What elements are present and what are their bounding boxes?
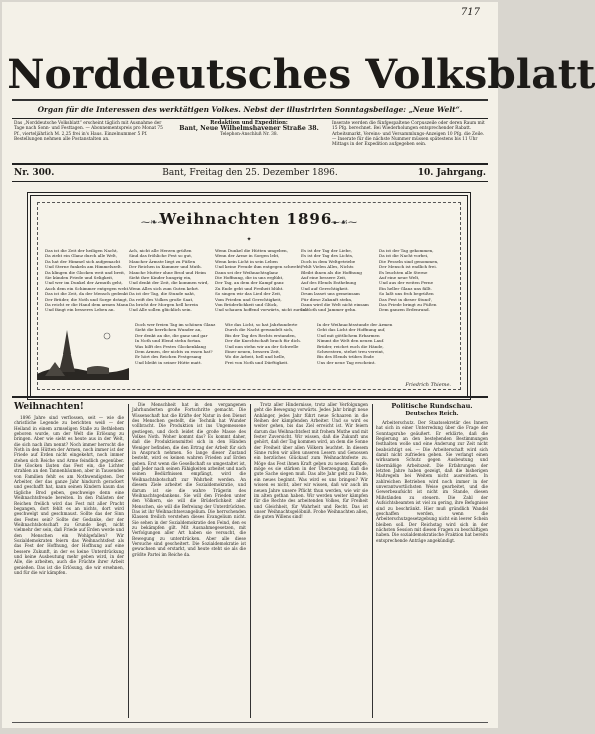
article-column-2 <box>132 402 246 720</box>
masthead-underline <box>12 99 488 101</box>
issue-number: Nr. 300. <box>14 168 55 178</box>
winter-landscape-illustration <box>37 324 129 380</box>
dateline <box>14 167 486 179</box>
poem-column-2: Ach, nicht alle Herzen grüßen Sind das fröhliche Fest so gut, Mancher Ärmste liegt zu Füßen Der Reichen in Kummer und Muth. Manche Mutter ohne Brod und Heim Sieht ihre Kinder hungrig ein, Und denkt der Zeit, die kommen wird, Wenn Alles sich zum Guten kehrt. Da ist der Tag, die Stunde naht, Da reift des Volkes große Saat, Da bricht der Morgen hell herein Und Alle sollen glücklich sein. <box>129 248 209 313</box>
page-number: 717 <box>460 7 480 18</box>
subscription-info: Das „Norddeutsche Volksblatt“ erscheint täglich mit Ausnahme der Tage nach Sonn- und Festtagen. — Abonnementspreis pro Monat 75 Pf., vierteljährlich M. 2,25 frei in's Haus. Einzelnummer 5 Pf. Bestellungen nehmen alle Postanstalten an. <box>14 121 163 142</box>
newspaper-page <box>2 2 595 728</box>
column-divider <box>128 404 129 718</box>
poem-column-1: Das ist die Zeit der heiligen Nacht, Da zieht ein Glanz durch alle Welt, Da hat der Himmel sich aufgemacht Und Sterne funkeln am Himmelszelt. Da klingen die Glocken weit und breit, Sie künden Friede und Seligkeit, Und wer im Dunkel der Armuth geht, Auch dem ein Schimmer entgegen weht. Das ist die Zeit, da der Mensch gedenkt Der Brüder, die Noth und Sorge drängt, Da reicht er die Hand dem armen Mann Und fängt ein besseres Leben an. <box>45 248 130 313</box>
issue-place-date: Bant, Freitag den 25. Dezember 1896. <box>162 168 338 178</box>
dateline-bottom-rule <box>12 181 488 182</box>
office-telephone: Telephon-Anschluß Nr. 38. <box>220 131 278 137</box>
office-title: Redaktion und Expedition: <box>210 120 288 126</box>
article-body-2: Die Menschheit hat in den vergangenen Jahrhunderten große Fortschritte gemacht. Die Wissenschaft hat die Kräfte der Natur in den Dienst des Menschen gestellt, die Technik hat Wunder vollbracht. Die Produktion ist ins Ungemessene gestiegen, und doch leidet die große Masse des Volkes Noth. Woher kommt das? Es kommt daher, daß die Produktionsmittel sich in den Händen Weniger befinden, die den Ertrag der Arbeit für sich in Anspruch nehmen. So lange dieser Zustand besteht, wird es keinen wahren Frieden auf Erden geben. Erst wenn die Gesellschaft so umgestaltet ist, daß Jeder nach seinen Fähigkeiten arbeitet und nach seinen Bedürfnissen empfängt, wird die Weihnachtsbotschaft zur Wahrheit werden. An diesem Ziele arbeitet die Sozialdemokratie, und darum ist sie die wahre Trägerin des Weihnachtsgedankens. Sie will den Frieden unter den Völkern, sie will die Brüderlichkeit aller Menschen, sie will die Befreiung der Unterdrückten. Das ist ihr Weihnachtsevangelium. Die herrschenden Klassen freilich verstehen dieses Evangelium nicht. Sie sehen in der Sozialdemokratie den Feind, den es zu bekämpfen gilt. Mit Ausnahmegesetzen, mit Verfolgungen aller Art haben sie versucht, die Bewegung zu unterdrücken. Aber alle diese Versuche sind gescheitert. Die Sozialdemokratie ist gewachsen und erstarkt, und heute steht sie als die größte Partei im Reiche da. <box>132 402 246 557</box>
poem-bottom-right: In der Weihnachtsstunde der Armen Geht das Licht der Hoffnung auf, Und mit göttlichem Erbarmen Nimmt die Welt den neuen Lauf. Brüder, reichet euch die Hände, Schwestern, stehet treu vereint, Bis des Elends trübes Ende Uns der neue Tag erscheint. <box>317 322 393 365</box>
advertising-info: Inserate werden die fünfgespaltene Corpuszeile oder deren Raum mit 15 Pfg. berechnet. Bei Wiederholungen entsprechender Rabatt. Arbeitsmarkt, Vereins- und Versammlungs-Anzeigen 10 Pfg. die Zeile. — Inserate für die nächste Nummer müssen spätestens bis 11 Uhr Mittags in der Expedition aufgegeben sein. <box>332 121 485 148</box>
issue-volume: 10. Jahrgang. <box>417 168 486 178</box>
masthead-subtitle: Organ für die Interessen des werktätigen Volkes. Nebst der illustrirten Sonntagsbeilage: „Neue Welt“. <box>37 105 463 114</box>
article-column-1 <box>14 402 124 720</box>
article-column-4 <box>376 402 488 720</box>
header-rule <box>12 118 488 119</box>
article-body-3: Trotz aller Hindernisse, trotz aller Verfolgungen geht die Bewegung vorwärts. Jedes Jahr bringt neue Anhänger, jedes Jahr führt neue Schaaren in die Reihen der kämpfenden Arbeiter. Und so wird es weiter gehen, bis das Ziel erreicht ist. Wir feiern darum das Weihnachtsfest mit frohem Muthe und mit fester Zuversicht. Wir wissen, daß die Zukunft uns gehört, daß der Tag kommen wird, an dem die Sonne der Freiheit über allen Völkern leuchtet. In diesem Sinne rufen wir allen unseren Lesern und Genossen ein herzliches Glückauf zum Weihnachtsfeste zu. Möge das Fest ihnen Kraft geben zu neuem Kampfe, möge es sie stärken in der Überzeugung, daß die gute Sache siegen muß. Das alte Jahr geht zu Ende, ein neues beginnt. Was wird es uns bringen? Wir wissen es nicht, aber wir wissen, daß wir auch im neuen Jahre unsere Pflicht thun werden, wie wir sie im alten gethan haben. Wir werden weiter kämpfen für die Rechte des arbeitenden Volkes, für Freiheit und Gleichheit, für Wahrheit und Recht. Das ist unser Weihnachtsgelöbniß. Frohe Weihnachten allen, die guten Willens sind! <box>254 402 369 520</box>
article-body-1: 1896 Jahre sind verflossen, seit — wie die christliche Legende zu berichten weiß — der Heiland in einem armseligen Stalle zu Bethlehem geboren wurde, um der Welt die Erlösung zu bringen. Aber wie sieht es heute aus in der Welt, die sich nach ihm nennt? Noch immer herrscht die Noth in den Hütten der Armen, noch immer ist der Friede auf Erden nicht eingekehrt, noch immer stehen sich Reiche und Arme feindlich gegenüber. Die Glocken läuten das Fest ein, die Lichter strahlen an den Tannenbäumen, aber in Tausenden von Familien fehlt es am Nothwendigsten. Der Arbeiter, der das ganze Jahr hindurch gerackert und geschafft hat, kann seinen Kindern kaum das tägliche Brod geben, geschweige denn eine Weihnachtsfreude bereiten. In den Palästen der Reichen freilich wird das Fest mit aller Pracht begangen, dort fehlt es an nichts, dort wird geschwelgt und geschmaust. Sollte das der Sinn des Festes sein? Sollte der Gedanke, der der Weihnachtsbotschaft zu Grunde liegt, nicht vielmehr der sein, daß Friede auf Erden werde und den Menschen ein Wohlgefallen? Wir Sozialdemokraten feiern das Weihnachtsfest als das Fest der Hoffnung, der Hoffnung auf eine bessere Zukunft, in der es keine Unterdrückung und keine Ausbeutung mehr geben wird, in der Alle, die arbeiten, auch die Früchte ihrer Arbeit genießen. Das ist die Erlösung, die wir ersehnen, und für die wir kämpfen. <box>14 415 124 575</box>
articles-top-rule <box>12 396 488 398</box>
poem-column-5: Da ist der Tag gekommen, Da ist die Nacht vorbei, Die Fesseln sind genommen, Der Mensch ist endlich frei. Es leuchten alle Sterne Auf eine neue Welt, Und aus der weiten Ferne Ein heller Glanz uns fällt. So laßt uns froh begrüßen Das Fest in dieser Stund', Das Friede bringt zu Füßen Dem ganzen Erdenrund. <box>379 248 439 313</box>
poem-column-3: Wenn Dunkel die Hütten umgeben, Wenn der Arme in Sorgen lebt, Wenn kein Licht in sein Leben Und keine Freude ihm entgegen schwebt, Dann sei der Weihnachtsglanz Die Hoffnung, die in uns erglüht, Der Tag, an dem der Kampf ganz Zu Ende geht und Freiheit blüht. So singen wir das Lied der Zeit, Vom Frieden und Gerechtigkeit, Von Brüderlichkeit und Glück, Und schauen hoffend vorwärts, nicht zurück. <box>215 248 309 313</box>
column-divider <box>250 404 251 718</box>
poem-bottom-left: Doch wer freien Tag im schönen Glanz Sieht die herrlichen Wunder an, Der denkt an die, die ganz und gar In Noth und Elend stehn fortan. Was hilft des Festes Glockenklang Dem Armen, der nichts zu essen hat? Er hört des Reichen Festgesang Und bleibt in seiner Hütte matt. <box>135 322 216 365</box>
article-column-3 <box>254 402 368 720</box>
poem-signature: Friedrich Thieme. <box>405 382 451 388</box>
article-title-weihnachten: Weihnachten! <box>14 402 84 412</box>
poem-column-4: Es ist der Tag der Liebe, Es ist der Tag des Lichts, Doch in dem Weltgetriebe Fehlt Vielen Alles, Nichts Bleibt ihnen als die Hoffnung Auf eine bessere Zeit, Auf des Elends Enthebung Und auf Gerechtigkeit. Drum lasset uns gemeinsam Für diese Zukunft stehn, Dann wird die Welt nicht einsam In Noth und Jammer gehn. <box>301 248 369 313</box>
poem-bottom-middle: Wie das Licht, so hat Jahrhunderte Durch die Nacht gewandelt sich, Bis der Tag des Rechts erstanden, Der die Knechtschaft brach für dich. Und nun stehn wir an der Schwelle Einer neuen, bessern Zeit, Wo die Arbeit, hell und helle, Frei von Noth und Dürftigkeit. <box>225 322 302 365</box>
ornament-swirl-icon: ⁓❧⁓ <box>141 218 167 228</box>
masthead-title: Norddeutsches Volksblatt <box>7 51 595 98</box>
dateline-top-rule <box>12 163 488 165</box>
column-divider <box>372 404 373 718</box>
christmas-title: Weihnachten 1896. <box>159 210 339 228</box>
star-ornament-icon: ✦ <box>246 236 252 243</box>
article-body-4: Arbeiterschutz. Der Staatssekretär des Innern hat sich in einer Unterredung über die Frage der Sonntagsruhe geäußert. Er erklärte, daß die Regierung an den bestehenden Bestimmungen festhalten wolle und eine Änderung zur Zeit nicht beabsichtigt sei. — Die Arbeiterschaft wird sich damit nicht zufrieden geben. Sie verlangt einen wirksamen Schutz gegen Ausbeutung und übermäßige Arbeitszeit. Die Erfahrungen der letzten Jahre haben gezeigt, daß die bisherigen Maßregeln bei Weitem nicht ausreichen. In zahlreichen Betrieben wird noch immer in der unverantwortlichsten Weise gearbeitet, und die Gewerbeaufsicht ist nicht im Stande, diesen Mißständen zu steuern. Die Zahl der Aufsichtsbeamten ist viel zu gering, ihre Befugnisse sind zu beschränkt. Hier muß gründlich Wandel geschaffen werden, wenn die Arbeiterschutzgesetzgebung nicht ein leerer Schein bleiben soll. Der Reichstag wird sich in der nächsten Session mit diesen Fragen zu beschäftigen haben. Die sozialdemokratische Fraktion hat bereits entsprechende Anträge angekündigt. <box>376 420 488 543</box>
office-address: Bant, Neue Wilhelmshavener Straße 38. <box>179 125 319 133</box>
article-subtitle-deutsches-reich: Deutsches Reich. <box>405 411 459 417</box>
footer-rule <box>12 722 488 723</box>
article-title-politische-rundschau: Politische Rundschau. <box>391 402 473 410</box>
christmas-frame <box>27 192 471 400</box>
ornament-swirl-icon: ⁓☙⁓ <box>330 218 357 228</box>
editorial-office-info <box>174 121 324 155</box>
